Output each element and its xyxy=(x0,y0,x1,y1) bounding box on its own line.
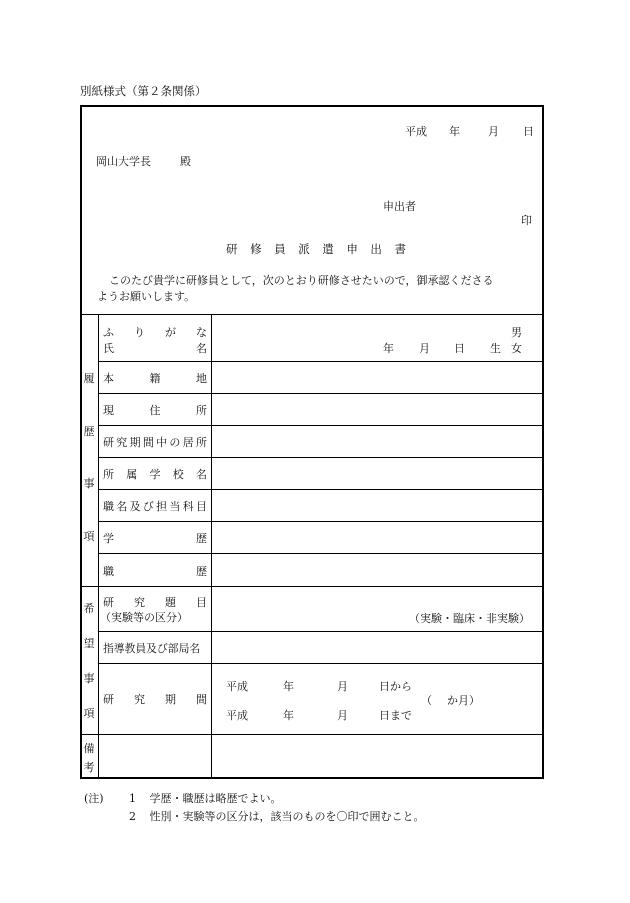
request-text-line2: ようお願いします。 xyxy=(97,290,196,303)
applicant-label: 申出者 xyxy=(383,200,416,213)
row-label-education: 学 歴 xyxy=(103,532,207,545)
row-label-research-residence: 研 究 期 間 中 の 居 所 xyxy=(103,436,207,449)
gender-female: 女 xyxy=(511,342,522,355)
side-column-line xyxy=(98,314,99,779)
period-to-line: 平成 年 月 日まで xyxy=(226,709,412,722)
birth-date-line xyxy=(383,340,501,356)
seal-label: 印 xyxy=(521,214,532,227)
date-era: 平成 xyxy=(405,125,427,138)
date-day: 日 xyxy=(523,125,534,138)
birth-year: 年 xyxy=(383,342,394,355)
gender-male: 男 xyxy=(511,326,522,339)
period-months: （ か月） xyxy=(421,694,480,707)
form-label: 別紙様式（第２条関係） xyxy=(80,84,207,98)
furigana-label: ふ り が な xyxy=(103,326,207,339)
row-label-work-history: 職 歴 xyxy=(103,565,207,578)
row-line xyxy=(98,553,544,554)
note-item-2: 2 性別・実験等の区分は，該当のものを〇印で囲むこと。 xyxy=(129,810,425,823)
row-label-position-subject: 職 名 及 び 担 当 科 目 xyxy=(103,500,207,513)
row-line xyxy=(98,489,544,490)
row-line xyxy=(98,521,544,522)
row-line xyxy=(98,663,544,664)
row-label-domicile: 本 籍 地 xyxy=(103,372,207,385)
experiment-options: （実験・臨床・非実験） xyxy=(409,612,530,625)
row-line xyxy=(98,425,544,426)
note-item-1: 1 学歴・職歴は略歴でよい。 xyxy=(129,792,282,805)
research-period-label: 研 究 期 間 xyxy=(103,693,207,706)
row-label-address: 現 住 所 xyxy=(103,404,207,417)
research-topic-label: 研 究 題 目 xyxy=(103,596,207,609)
period-from-line: 平成 年 月 日から xyxy=(226,680,412,693)
honorific: 殿 xyxy=(180,155,191,168)
request-text-line1: このたび貴学に研修員として，次のとおり研修させたいので，御承認くださる xyxy=(109,274,494,287)
row-line xyxy=(98,631,544,632)
section-divider-top xyxy=(80,314,544,315)
resume-side-label: 履 歴 事 項 xyxy=(83,372,95,543)
section-divider xyxy=(80,734,544,735)
row-label-affiliated-school: 所 属 学 校 名 xyxy=(103,468,207,481)
birth-label: 生 xyxy=(490,342,501,355)
notes-prefix: (注) xyxy=(84,792,104,805)
section-divider xyxy=(80,586,544,587)
date-line xyxy=(405,123,534,139)
form-title: 研 修 員 派 遣 申 出 書 xyxy=(226,242,406,256)
addressee: 岡山大学長 殿 xyxy=(96,155,191,168)
birth-day: 日 xyxy=(454,342,465,355)
row-line xyxy=(98,457,544,458)
date-month: 月 xyxy=(488,125,499,138)
advisor-label: 指導教員及び部局名 xyxy=(103,642,201,655)
research-topic-sublabel: （実験等の区分） xyxy=(100,611,188,624)
row-line xyxy=(98,361,544,362)
name-label: 氏 名 xyxy=(103,342,207,355)
label-column-line xyxy=(211,314,212,779)
date-year: 年 xyxy=(449,125,460,138)
birth-month: 月 xyxy=(419,342,430,355)
row-line xyxy=(98,393,544,394)
request-side-label: 希 望 事 項 xyxy=(83,601,95,720)
remarks-label: 備 考 xyxy=(83,741,95,774)
